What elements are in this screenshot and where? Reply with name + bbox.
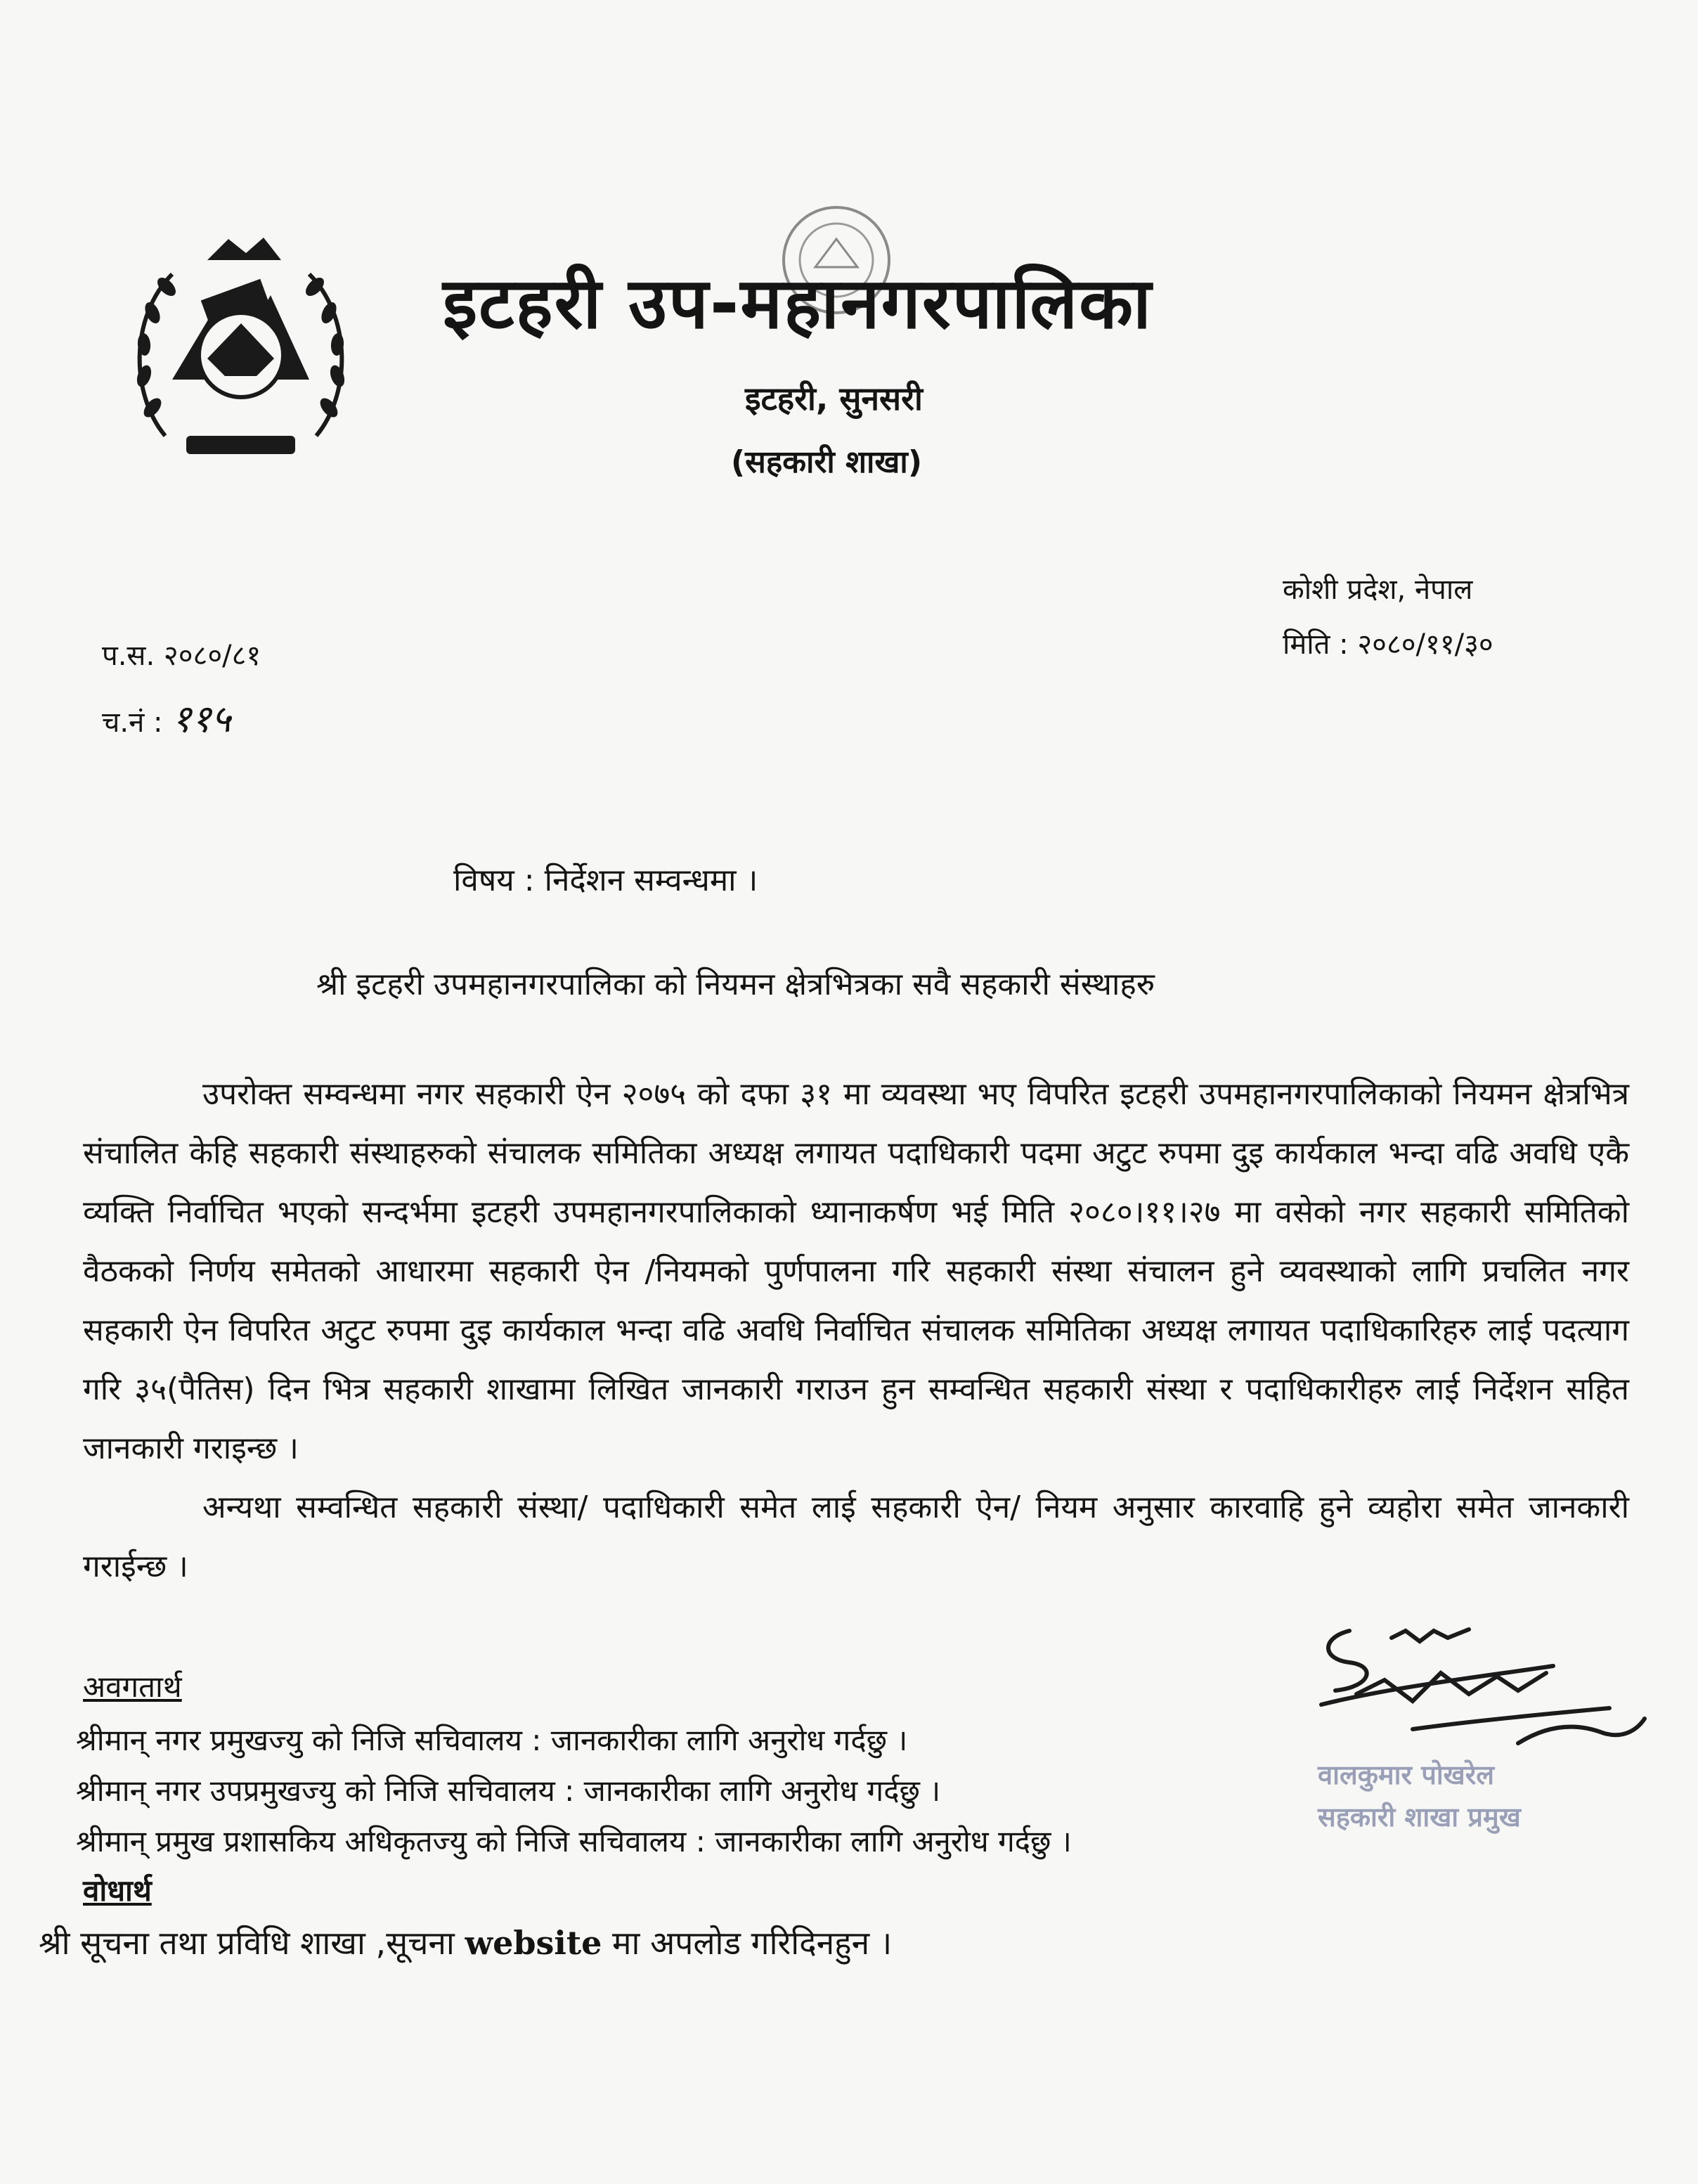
fiscal-year-label: प.स.	[102, 640, 155, 672]
info-heading: वोधार्थ	[83, 1873, 152, 1908]
office-branch: (सहकारी शाखा)	[731, 444, 922, 480]
fiscal-year-value: २०८०/८१	[163, 640, 261, 672]
signatory-name: वालकुमार पोखरेल	[1318, 1759, 1495, 1790]
dispatch-label: च.नं :	[102, 706, 163, 739]
fiscal-year-line	[102, 624, 261, 687]
meta-right	[1283, 562, 1493, 672]
info-line-suffix: मा अपलोड गरिदिनहुन ।	[612, 1924, 893, 1962]
cc-item: श्रीमान् प्रमुख प्रशासकिय अधिकृतज्यु को निजि सचिवालय : जानकारीका लागि अनुरोध गर्दछु ।	[76, 1824, 1072, 1859]
office-title: इटहरी उप-महानगरपालिका	[443, 262, 1153, 344]
date-line: मिति : २०८०/११/३०	[1283, 628, 1493, 661]
cc-item: श्रीमान् नगर प्रमुखज्यु को निजि सचिवालय : जानकारीका लागि अनुरोध गर्दछु ।	[76, 1723, 908, 1757]
body-paragraph-2: अन्यथा सम्वन्धित सहकारी संस्था/ पदाधिकारी समेत लाई सहकारी ऐन/ नियम अनुसार कारवाहि हुने व्यहोरा समेत जानकारी गराईन्छ ।	[83, 1490, 1629, 1584]
nepal-government-emblem-icon	[123, 232, 358, 471]
cc-heading: अवगतार्थ	[83, 1669, 182, 1704]
cc-list	[76, 1715, 1072, 1867]
province-line: कोशी प्रदेश, नेपाल	[1283, 574, 1473, 606]
dispatch-number: ११५	[171, 697, 231, 741]
meta-left	[102, 624, 261, 754]
letter-subject: विषय : निर्देशन सम्वन्धमा ।	[453, 862, 758, 898]
signatory-stamp	[1318, 1754, 1521, 1838]
signatory-designation: सहकारी शाखा प्रमुख	[1318, 1802, 1521, 1833]
letter-recipient: श्री इटहरी उपमहानगरपालिका को नियमन क्षेत्रभित्रका सवै सहकारी संस्थाहरु	[316, 967, 1155, 1002]
info-line	[39, 1920, 892, 1964]
cc-item: श्रीमान् नगर उपप्रमुखज्यु को निजि सचिवालय : जानकारीका लागि अनुरोध गर्दछु ।	[76, 1773, 941, 1808]
handwritten-signature-icon	[1307, 1610, 1652, 1764]
letter-body	[83, 1065, 1629, 1596]
dispatch-line	[102, 687, 261, 754]
office-location: इटहरी, सुनसरी	[745, 380, 923, 418]
info-line-website: website	[465, 1924, 602, 1962]
body-paragraph-1: उपरोक्त सम्वन्धमा नगर सहकारी ऐन २०७५ को दफा ३१ मा व्यवस्था भए विपरित इटहरी उपमहानगरपालिकाको नियमन क्षेत्रभित्र संचालित केहि सहकारी संस्थाहरुको संचालक समितिका अध्यक्ष लगायत पदाधिकारी पदमा अटुट रुपमा दुइ कार्यकाल भन्दा वढि अवधि एकै व्यक्ति निर्वाचित भएको सन्दर्भमा इटहरी उपमहानगरपालिकाको ध्यानाकर्षण भई मिति २०८०।११।२७ मा वसेको नगर सहकारी समितिको वैठकको निर्णय समेतको आधारमा सहकारी ऐन /नियमको पुर्णपालना गरि सहकारी संस्था संचालन हुने व्यवस्थाको लागि प्रचलित नगर सहकारी ऐन विपरित अटुट रुपमा दुइ कार्यकाल भन्दा वढि अवधि निर्वाचित संचालक समितिका अध्यक्ष लगायत पदाधिकारिहरु लाई पदत्याग गरि ३५(पैतिस) दिन भित्र सहकारी शाखामा लिखित जानकारी गराउन हुन सम्वन्धित सहकारी संस्था र पदाधिकारीहरु लाई निर्देशन सहित जानकारी गराइन्छ ।	[83, 1076, 1629, 1466]
info-line-prefix: श्री सूचना तथा प्रविधि शाखा ,सूचना	[39, 1924, 455, 1962]
